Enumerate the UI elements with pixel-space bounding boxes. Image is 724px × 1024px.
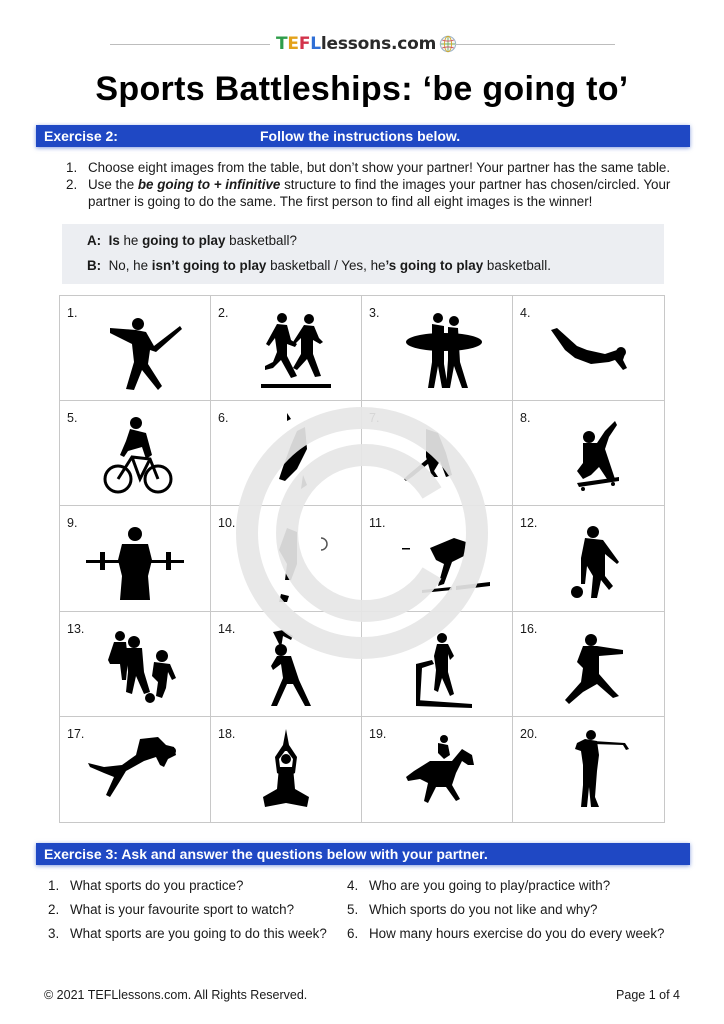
exercise-2-banner bbox=[36, 125, 690, 147]
page-number: Page 1 of 4 bbox=[616, 988, 680, 1002]
grid-cell-golf[interactable] bbox=[513, 717, 664, 822]
grid-cell-hockey[interactable] bbox=[362, 401, 513, 506]
sports-image-grid bbox=[59, 295, 665, 823]
instruction-item bbox=[62, 159, 682, 176]
speaker-label: B: bbox=[87, 258, 102, 273]
instruction-text: Use the bbox=[88, 177, 138, 192]
cell-number: 19. bbox=[369, 726, 387, 741]
baseball-batter-icon bbox=[80, 304, 190, 396]
question-item bbox=[48, 902, 294, 917]
question-item bbox=[347, 926, 664, 941]
list-number: 2. bbox=[66, 177, 78, 192]
cell-number: 10. bbox=[218, 516, 236, 531]
question-item bbox=[347, 878, 610, 893]
exercise-2-label: Exercise 2: bbox=[44, 128, 118, 144]
example-line-b bbox=[87, 258, 551, 273]
golfer-icon bbox=[533, 725, 643, 817]
bowler-icon bbox=[533, 514, 643, 606]
cell-number: 1. bbox=[67, 306, 78, 320]
question-text: What sports do you practice? bbox=[70, 878, 244, 893]
logo-letter-e: E bbox=[287, 34, 299, 54]
question-item bbox=[48, 926, 327, 941]
grid-cell-scuba-diving[interactable] bbox=[60, 717, 211, 822]
stretching-icon bbox=[231, 620, 341, 712]
volleyball-player-icon bbox=[231, 514, 341, 606]
karate-icon bbox=[533, 620, 643, 712]
cell-number: 16. bbox=[520, 621, 538, 636]
cell-number: 2. bbox=[218, 306, 229, 320]
list-number: 1. bbox=[66, 160, 78, 175]
cell-number: 17. bbox=[67, 726, 85, 741]
example-bold: Is bbox=[108, 233, 120, 248]
question-item bbox=[347, 902, 598, 917]
cell-number: 11. bbox=[369, 516, 386, 531]
cell-number: 18. bbox=[218, 726, 236, 741]
site-header bbox=[110, 32, 615, 56]
grid-cell-running[interactable] bbox=[211, 296, 362, 401]
diver-icon bbox=[533, 304, 643, 396]
example-dialogue-box bbox=[62, 224, 664, 284]
list-number: 1. bbox=[48, 878, 60, 893]
grid-cell-diving[interactable] bbox=[513, 296, 664, 401]
grid-cell-stretching[interactable] bbox=[211, 612, 362, 717]
surfers-icon bbox=[382, 304, 492, 396]
cell-number: 7. bbox=[369, 411, 380, 426]
skateboarder-icon bbox=[533, 409, 643, 501]
cell-number: 8. bbox=[520, 411, 531, 426]
question-text: What is your favourite sport to watch? bbox=[70, 902, 295, 917]
exercise-2-instruction: Follow the instructions below. bbox=[260, 128, 461, 144]
cell-number: 5. bbox=[67, 411, 78, 426]
grammar-structure: be going to + infinitive bbox=[137, 177, 281, 192]
header-divider-right bbox=[455, 44, 615, 45]
example-bold: ’s going to play bbox=[385, 258, 484, 273]
question-text: Which sports do you not like and why? bbox=[369, 902, 598, 917]
cell-number: 3. bbox=[369, 306, 380, 320]
runners-icon bbox=[231, 304, 341, 396]
example-text: he bbox=[119, 233, 143, 248]
logo-text: lessons.com bbox=[320, 34, 437, 54]
grid-cell-yoga[interactable] bbox=[211, 717, 362, 822]
tefl-logo bbox=[276, 32, 457, 56]
example-text: No, he bbox=[104, 258, 152, 273]
football-players-icon bbox=[80, 620, 190, 712]
logo-letter-f: F bbox=[298, 34, 311, 54]
grid-cell-volleyball[interactable] bbox=[211, 506, 362, 611]
horse-racing-icon bbox=[382, 725, 492, 817]
list-number: 3. bbox=[48, 926, 60, 941]
question-text: Who are you going to play/practice with? bbox=[369, 878, 611, 893]
grid-cell-surfing[interactable] bbox=[362, 296, 513, 401]
example-line-a bbox=[87, 233, 297, 248]
treadmill-runner-icon bbox=[382, 620, 492, 712]
grid-cell-skateboarding[interactable] bbox=[513, 401, 664, 506]
yoga-icon bbox=[231, 725, 341, 817]
cell-number: 12. bbox=[520, 516, 538, 531]
cell-number: 20. bbox=[520, 726, 538, 741]
page-title: Sports Battleships: ‘be going to’ bbox=[95, 70, 629, 108]
logo-letter-l: L bbox=[310, 34, 321, 54]
logo-letter-t: T bbox=[276, 34, 288, 54]
grid-cell-football[interactable] bbox=[60, 612, 211, 717]
speaker-label: A: bbox=[87, 233, 102, 248]
grid-cell-baseball[interactable] bbox=[60, 296, 211, 401]
cell-number: 14. bbox=[218, 621, 236, 636]
scuba-diver-icon bbox=[80, 725, 190, 817]
example-bold: isn’t going to play bbox=[151, 258, 267, 273]
grid-cell-karate[interactable] bbox=[513, 612, 664, 717]
list-number: 4. bbox=[347, 878, 359, 893]
instructions-list bbox=[62, 159, 682, 210]
list-number: 5. bbox=[347, 902, 359, 917]
instruction-item bbox=[62, 176, 682, 210]
instruction-text: Choose eight images from the table, but don’t show your partner! Your partner has the same table. bbox=[88, 160, 671, 175]
cell-number: 13. bbox=[67, 621, 85, 636]
grid-cell-horse-racing[interactable] bbox=[362, 717, 513, 822]
grid-cell-cycling[interactable] bbox=[60, 401, 211, 506]
cricket-player-icon bbox=[231, 409, 341, 501]
example-bold: going to play bbox=[142, 233, 226, 248]
header-divider-left bbox=[110, 44, 270, 45]
exercise-3-label: Exercise 3: Ask and answer the questions below with your partner. bbox=[44, 846, 488, 862]
question-item bbox=[48, 878, 243, 893]
hockey-player-icon bbox=[382, 409, 492, 501]
copyright-footer: © 2021 TEFLlessons.com. All Rights Reserved. bbox=[44, 988, 308, 1002]
cyclist-icon bbox=[80, 409, 190, 501]
cell-number: 9. bbox=[67, 516, 78, 531]
question-text: What sports are you going to do this week? bbox=[70, 926, 327, 941]
example-text: basketball / Yes, he bbox=[266, 258, 386, 273]
grid-cell-weightlifting[interactable] bbox=[60, 506, 211, 611]
list-number: 2. bbox=[48, 902, 60, 917]
exercise-3-banner bbox=[36, 843, 690, 865]
grid-cell-bowling[interactable] bbox=[513, 506, 664, 611]
grid-cell-skiing[interactable] bbox=[362, 506, 513, 611]
skier-icon bbox=[382, 514, 492, 606]
cell-number: 4. bbox=[520, 306, 531, 320]
list-number: 6. bbox=[347, 926, 359, 941]
cell-number: 6. bbox=[218, 411, 229, 426]
example-text: basketball. bbox=[483, 258, 551, 273]
question-text: How many hours exercise do you do every week? bbox=[369, 926, 665, 941]
grid-cell-treadmill[interactable] bbox=[362, 612, 513, 717]
instruction-text: structure to find the images your partner has chosen/circled. Your partner is going to do the same. The first person to find all eight images is the winner! bbox=[88, 177, 671, 209]
example-text: basketball? bbox=[225, 233, 297, 248]
grid-cell-cricket[interactable] bbox=[211, 401, 362, 506]
weightlifter-icon bbox=[80, 514, 190, 606]
